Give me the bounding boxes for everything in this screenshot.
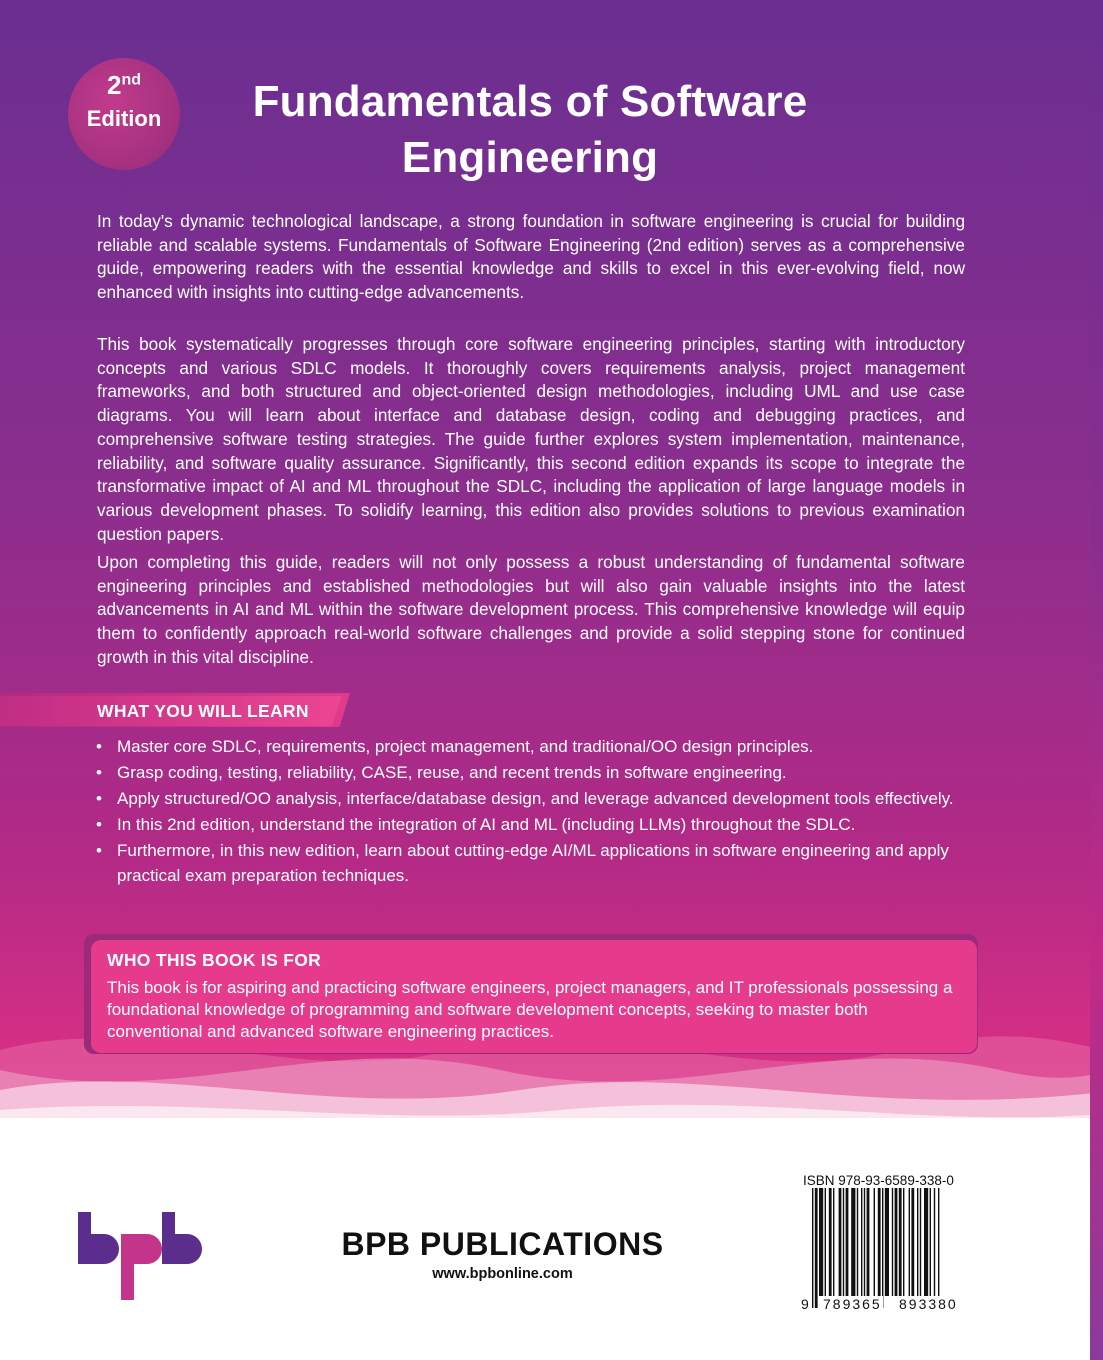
barcode-bar	[833, 1188, 834, 1296]
barcode-bar	[895, 1188, 898, 1296]
barcode-bar	[930, 1188, 931, 1296]
barcode-bar	[909, 1188, 910, 1296]
publisher-name: BPB PUBLICATIONS	[341, 1226, 664, 1262]
list-item-text: In this 2nd edition, understand the integration of AI and ML (including LLMs) throughout the SDLC.	[117, 815, 856, 835]
barcode-bar	[938, 1188, 939, 1308]
barcode-bar	[892, 1188, 893, 1296]
list-item-text: Grasp coding, testing, reliability, CASE, reuse, and recent trends in software engineering.	[117, 763, 787, 783]
description-paragraph: This book systematically progresses through core software engineering principles, starting with introductory concepts and various SDLC models. It thoroughly covers requirements analysis, project management frameworks, and both structured and object-oriented design methodologies, including UML and use case diagrams. You will learn about interface and database design, coding and debugging practices, and comprehensive software testing strategies. The guide further explores system implementation, maintenance, reliability, and software quality assurance. Significantly, this second edition expands its scope to integrate the transformative impact of AI and ML throughout the SDLC, including the application of large language models in various development phases. To solidify learning, this edition also provides solutions to previous examination question papers.	[97, 334, 965, 544]
book-title	[210, 74, 850, 186]
barcode-bar	[819, 1188, 823, 1296]
barcode-icon	[800, 1188, 978, 1308]
barcode-digits-right: 893380	[899, 1296, 958, 1312]
barcode-digits-left: 789365	[823, 1296, 882, 1312]
book-title-line1: Fundamentals of Software	[252, 77, 808, 126]
barcode-bar	[899, 1188, 902, 1296]
barcode-bar	[867, 1188, 870, 1296]
edition-label: Edition	[86, 106, 162, 131]
who-this-book-is-for-heading: WHO THIS BOOK IS FOR	[107, 950, 322, 970]
barcode-digit-first: 9	[801, 1296, 809, 1312]
isbn-label: ISBN 978-93-6589-338-0	[803, 1173, 954, 1188]
bullet-icon: •	[96, 737, 102, 756]
list-item	[96, 839, 956, 888]
list-item	[96, 787, 956, 812]
barcode-bar	[829, 1188, 832, 1296]
edition-badge	[68, 58, 180, 170]
list-item	[96, 813, 956, 838]
barcode-bar	[812, 1188, 813, 1308]
description-paragraph: Upon completing this guide, readers will not only possess a robust understanding of fundamental software engineering principles and established methodologies but will also gain valuable insights into the latest advancements in AI and ML within the software development process. This comprehensive knowledge will equip them to confidently approach real-world software challenges and provide a solid stepping stone for continued growth in this vital discipline.	[97, 552, 965, 667]
barcode-bar	[934, 1188, 935, 1296]
barcode-bar	[878, 1188, 881, 1308]
barcode-bar	[864, 1188, 865, 1296]
edition-number: 2nd	[106, 70, 141, 100]
list-item-text: Master core SDLC, requirements, project management, and traditional/OO design principles.	[117, 737, 814, 756]
barcode-bar	[874, 1188, 875, 1296]
publisher-url: www.bpbonline.com	[432, 1266, 573, 1282]
bullet-icon: •	[96, 789, 102, 809]
barcode-bar	[885, 1188, 889, 1296]
list-item	[96, 735, 956, 760]
barcode-bar	[903, 1188, 904, 1296]
bullet-icon: •	[96, 763, 102, 783]
barcode-bar	[920, 1188, 921, 1296]
who-this-book-is-for-text: This book is for aspiring and practicing software engineers, project managers, and IT professionals possessing a foundational knowledge of programming and software development concepts, seeking to master both conventional and advanced software engineering practices.	[107, 978, 953, 1041]
description-paragraph: In today's dynamic technological landscape, a strong foundation in software engineering is crucial for building reliable and scalable systems. Fundamentals of Software Engineering (2nd edition) serves as a comprehensive guide, empowering readers with the essential knowledge and skills to excel in this ever-evolving field, now enhanced with insights into cutting-edge advancements.	[97, 211, 965, 303]
list-item-text: Furthermore, in this new edition, learn about cutting-edge AI/ML applications in software engineering and apply practical exam preparation techniques.	[117, 841, 949, 885]
book-title-line2: Engineering	[401, 133, 659, 182]
barcode-bar	[839, 1188, 842, 1296]
barcode-bar	[857, 1188, 858, 1296]
barcode-bar	[843, 1188, 844, 1296]
spine-edge	[1090, 0, 1103, 1360]
barcode-bar	[917, 1188, 918, 1296]
bullet-icon: •	[96, 815, 102, 835]
barcode-bar	[911, 1188, 914, 1296]
barcode-bar	[815, 1188, 818, 1308]
barcode-bar	[851, 1188, 855, 1296]
barcode-bar	[846, 1188, 849, 1296]
barcode-bar	[861, 1188, 862, 1296]
learn-list	[96, 735, 956, 890]
barcode-bar	[882, 1188, 883, 1308]
barcode-bar	[825, 1188, 826, 1296]
list-item-text: Apply structured/OO analysis, interface/database design, and leverage advanced development tools effectively.	[117, 789, 954, 809]
barcode-bar	[924, 1188, 928, 1296]
bullet-icon: •	[96, 841, 102, 861]
list-item	[96, 761, 956, 786]
what-you-will-learn-heading: WHAT YOU WILL LEARN	[97, 701, 309, 721]
bpb-logo-icon	[78, 1212, 203, 1300]
